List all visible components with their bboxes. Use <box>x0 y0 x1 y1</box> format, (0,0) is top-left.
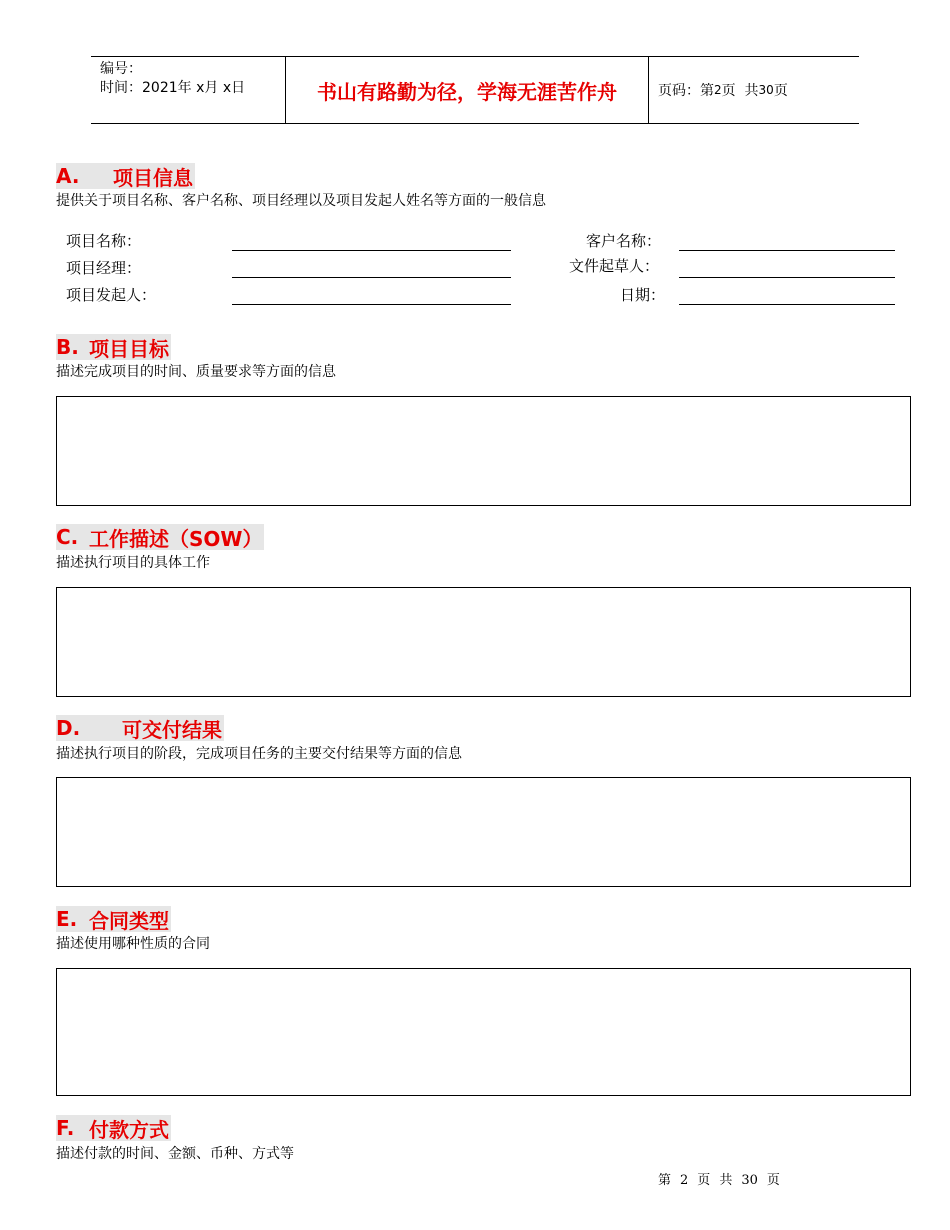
client-name-line[interactable] <box>679 250 895 251</box>
section-e-title: E. 合同类型 <box>56 907 169 933</box>
header-left-cell <box>91 57 286 123</box>
drafter-label: 文件起草人： <box>569 257 660 275</box>
page-indicator: 页码：第 2 页 共 30 页 <box>658 83 788 99</box>
section-b-textbox[interactable] <box>56 396 911 506</box>
page-footer: 第 2 页 共 30 页 <box>658 1173 780 1188</box>
code-label: 编号： <box>100 61 142 77</box>
section-a-desc: 提供关于项目名称、客户名称、项目经理以及项目发起人姓名等方面的一般信息 <box>56 193 546 209</box>
section-b-title: B. 项目目标 <box>56 335 169 361</box>
drafter-line[interactable] <box>679 277 895 278</box>
project-name-line[interactable] <box>232 250 511 251</box>
section-f-title: F. 付款方式 <box>56 1116 169 1142</box>
project-manager-line[interactable] <box>232 277 511 278</box>
date-label: 日期： <box>620 286 666 304</box>
project-sponsor-label: 项目发起人： <box>66 286 157 304</box>
section-c-desc: 描述执行项目的具体工作 <box>56 555 210 571</box>
section-c-title: C. 工作描述（SOW） <box>56 525 263 551</box>
section-a-title: A. 项目信息 <box>56 164 193 190</box>
client-name-label: 客户名称： <box>586 232 662 250</box>
header-table <box>91 56 859 124</box>
section-d-desc: 描述执行项目的阶段，完成项目任务的主要交付结果等方面的信息 <box>56 746 462 762</box>
section-e-textbox[interactable] <box>56 968 911 1096</box>
section-e-desc: 描述使用哪种性质的合同 <box>56 936 210 952</box>
section-d-textbox[interactable] <box>56 777 911 887</box>
project-sponsor-line[interactable] <box>232 304 511 305</box>
date-line[interactable] <box>679 304 895 305</box>
section-c-textbox[interactable] <box>56 587 911 697</box>
project-manager-label: 项目经理： <box>66 259 142 277</box>
project-name-label: 项目名称： <box>66 232 142 250</box>
section-d-title: D. 可交付结果 <box>56 716 222 742</box>
section-b-desc: 描述完成项目的时间、质量要求等方面的信息 <box>56 364 336 380</box>
time-line: 时间：2021年 x月 x日 <box>100 80 246 96</box>
motto: 书山有路勤为径，学海无涯苦作舟 <box>286 57 649 123</box>
section-f-desc: 描述付款的时间、金额、币种、方式等 <box>56 1146 294 1162</box>
